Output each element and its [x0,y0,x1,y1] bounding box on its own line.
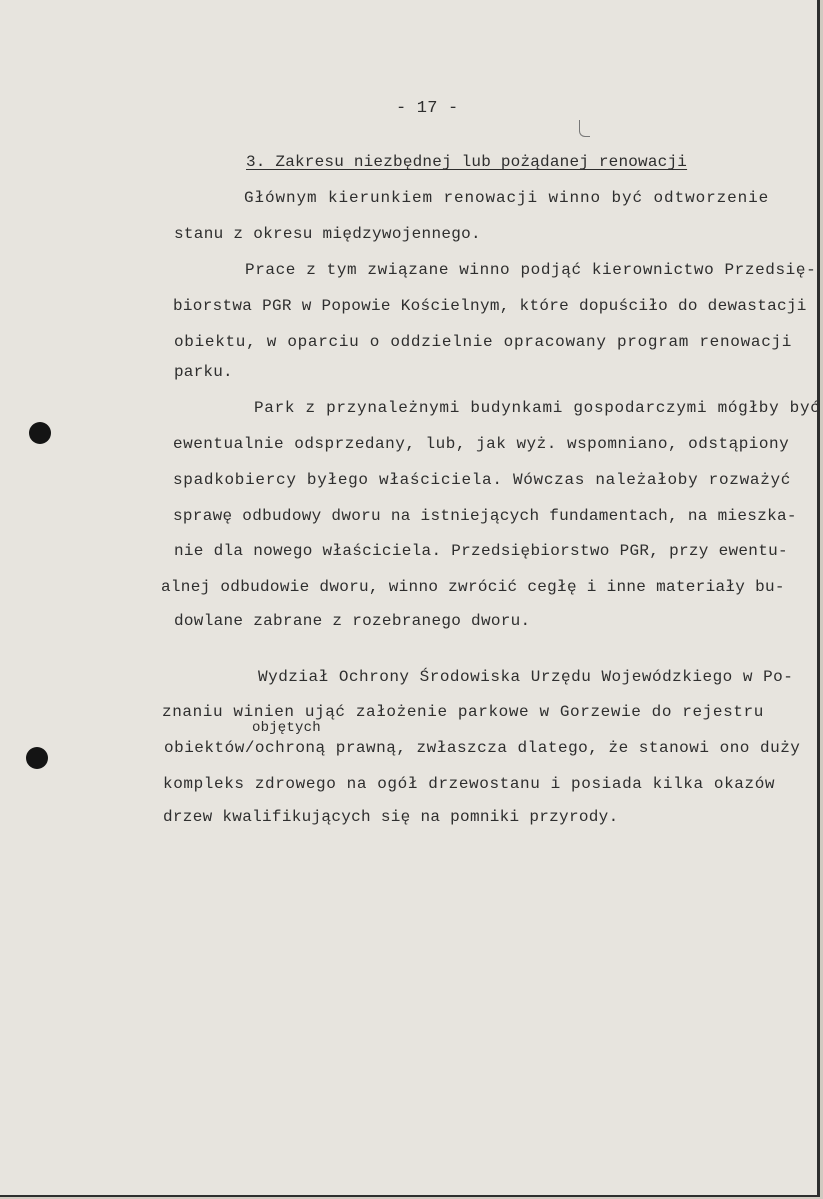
punch-hole [26,747,48,769]
text-line: drzew kwalifikujących się na pomniki przyrody. [163,808,619,826]
section-heading: 3. Zakresu niezbędnej lub pożądanej renowacji [246,153,688,171]
text-line: parku. [174,363,233,381]
text-line: spadkobiercy byłego właściciela. Wówczas należałoby rozważyć [173,471,792,489]
text-line: alnej odbudowie dworu, winno zwrócić cegłę i inne materiały bu- [161,578,785,596]
text-line: sprawę odbudowy dworu na istniejących fundamentach, na mieszka- [173,507,797,525]
text-line: obiektu, w oparciu o oddzielnie opracowany program renowacji [174,333,793,351]
page-number: - 17 - [396,99,459,118]
pencil-mark [579,120,590,137]
text-line: Głównym kierunkiem renowacji winno być odtworzenie [244,189,770,207]
text-line: ewentualnie odsprzedany, lub, jak wyż. wspomniano, odstąpiony [173,435,790,453]
text-line: kompleks zdrowego na ogół drzewostanu i posiada kilka okazów [163,775,776,793]
text-line: nie dla nowego właściciela. Przedsiębiorstwo PGR, przy ewentu- [174,542,788,560]
text-line: Prace z tym związane winno podjąć kierownictwo Przedsię- [245,261,817,279]
handwritten-insertion: objętych [252,720,321,736]
text-line: stanu z okresu międzywojennego. [174,225,481,243]
punch-hole [29,422,51,444]
text-line: dowlane zabrane z rozebranego dworu. [174,612,531,630]
text-line: Wydział Ochrony Środowiska Urzędu Wojewódzkiego w Po- [258,668,794,686]
text-line: Park z przynależnymi budynkami gospodarczymi mógłby być [254,399,821,417]
text-line: biorstwa PGR w Popowie Kościelnym, które dopuściło do dewastacji [173,297,807,315]
text-line: znaniu winien ująć założenie parkowe w Gorzewie do rejestru [162,703,764,721]
text-line: obiektów/ochroną prawną, zwłaszcza dlatego, że stanowi ono duży [164,739,801,757]
